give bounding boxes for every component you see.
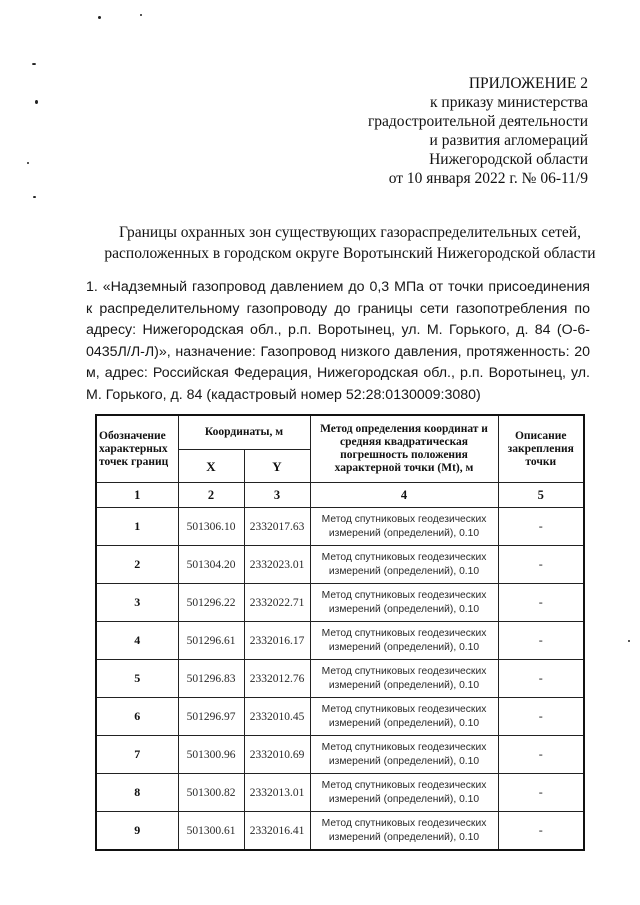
coord-x: 501300.82 xyxy=(178,774,244,812)
column-number: 1 xyxy=(96,483,178,508)
description-cell: - xyxy=(498,698,584,736)
coord-x: 501304.20 xyxy=(178,546,244,584)
point-number: 6 xyxy=(96,698,178,736)
coord-y: 2332023.01 xyxy=(244,546,310,584)
column-number: 2 xyxy=(178,483,244,508)
column-number: 3 xyxy=(244,483,310,508)
method-cell: Метод спутниковых геодезических измерений (определений), 0.10 xyxy=(310,622,498,660)
coord-x: 501300.61 xyxy=(178,812,244,851)
coordinates-table xyxy=(95,414,585,851)
object-description: 1. «Надземный газопровод давлением до 0,3 МПа от точки присоединения к распределительному газопроводу до границы сети газопотребления по адресу: Нижегородская обл., р.п. Воротынец, ул. М. Горького, д. 84 (О-6-0435Л/Л-Л)», назначение: Газопровод низкого давления, протяженность: 20 м, адрес: Российская Федерация, Нижегородская обл., р.п. Воротынец, ул. М. Горького, д. 84 (кадастровый номер 52:28:0130009:3080) xyxy=(86,279,590,403)
coord-y: 2332012.76 xyxy=(244,660,310,698)
coord-y: 2332010.45 xyxy=(244,698,310,736)
coord-y: 2332016.41 xyxy=(244,812,310,851)
method-cell: Метод спутниковых геодезических измерений (определений), 0.10 xyxy=(310,584,498,622)
description-cell: - xyxy=(498,546,584,584)
scan-speck xyxy=(35,100,38,104)
coord-x: 501296.61 xyxy=(178,622,244,660)
coord-x: 501296.97 xyxy=(178,698,244,736)
table-row xyxy=(96,736,584,774)
point-number: 2 xyxy=(96,546,178,584)
appendix-line: к приказу министерства xyxy=(430,94,588,111)
description-cell: - xyxy=(498,736,584,774)
scan-speck xyxy=(98,16,101,19)
description-cell: - xyxy=(498,622,584,660)
appendix-line: и развития агломераций xyxy=(429,132,588,149)
point-number: 3 xyxy=(96,584,178,622)
method-cell: Метод спутниковых геодезических измерений (определений), 0.10 xyxy=(310,508,498,546)
point-number: 4 xyxy=(96,622,178,660)
table-row xyxy=(96,774,584,812)
coord-x: 501296.22 xyxy=(178,584,244,622)
point-number: 5 xyxy=(96,660,178,698)
scan-speck xyxy=(140,14,142,16)
method-cell: Метод спутниковых геодезических измерений (определений), 0.10 xyxy=(310,660,498,698)
appendix-line: градостроительной деятельности xyxy=(367,113,588,130)
coord-y: 2332017.63 xyxy=(244,508,310,546)
coord-y: 2332010.69 xyxy=(244,736,310,774)
table-row xyxy=(96,584,584,622)
column-number: 4 xyxy=(310,483,498,508)
appendix-line: от 10 января 2022 г. № 06-11/9 xyxy=(388,170,588,187)
header-method: Метод определения координат и средняя квадратическая погрешность положения характерной точки (Mt), м xyxy=(310,415,498,483)
column-numbers-row xyxy=(96,483,584,508)
method-cell: Метод спутниковых геодезических измерений (определений), 0.10 xyxy=(310,736,498,774)
coord-x: 501296.83 xyxy=(178,660,244,698)
point-number: 7 xyxy=(96,736,178,774)
coord-y: 2332013.01 xyxy=(244,774,310,812)
title-line: Границы охранных зон существующих газораспределительных сетей, xyxy=(119,224,581,241)
table-row xyxy=(96,812,584,851)
scan-speck xyxy=(33,196,36,198)
document-title xyxy=(60,222,640,264)
header-x: X xyxy=(178,450,244,483)
method-cell: Метод спутниковых геодезических измерений (определений), 0.10 xyxy=(310,812,498,851)
coord-x: 501306.10 xyxy=(178,508,244,546)
table-row xyxy=(96,698,584,736)
table-row xyxy=(96,546,584,584)
table-row xyxy=(96,622,584,660)
scan-speck xyxy=(27,162,29,164)
method-cell: Метод спутниковых геодезических измерений (определений), 0.10 xyxy=(310,774,498,812)
description-cell: - xyxy=(498,774,584,812)
column-number: 5 xyxy=(498,483,584,508)
header-coordinates: Координаты, м xyxy=(178,415,310,450)
description-cell: - xyxy=(498,584,584,622)
coord-x: 501300.96 xyxy=(178,736,244,774)
point-number: 1 xyxy=(96,508,178,546)
point-number: 8 xyxy=(96,774,178,812)
header-point: Обозначение характерных точек границ xyxy=(96,415,178,483)
point-number: 9 xyxy=(96,812,178,851)
table-row xyxy=(96,660,584,698)
method-cell: Метод спутниковых геодезических измерений (определений), 0.10 xyxy=(310,698,498,736)
header-y: Y xyxy=(244,450,310,483)
title-line: расположенных в городском округе Воротынский Нижегородской области xyxy=(104,245,596,262)
method-cell: Метод спутниковых геодезических измерений (определений), 0.10 xyxy=(310,546,498,584)
appendix-line: Нижегородской области xyxy=(429,151,588,168)
scan-speck xyxy=(628,640,630,642)
table-row xyxy=(96,508,584,546)
description-cell: - xyxy=(498,660,584,698)
appendix-header xyxy=(368,74,588,188)
header-description: Описание закрепления точки xyxy=(498,415,584,483)
description-cell: - xyxy=(498,508,584,546)
coord-y: 2332016.17 xyxy=(244,622,310,660)
description-cell: - xyxy=(498,812,584,851)
coord-y: 2332022.71 xyxy=(244,584,310,622)
scan-speck xyxy=(32,63,36,65)
appendix-line: ПРИЛОЖЕНИЕ 2 xyxy=(468,75,588,92)
